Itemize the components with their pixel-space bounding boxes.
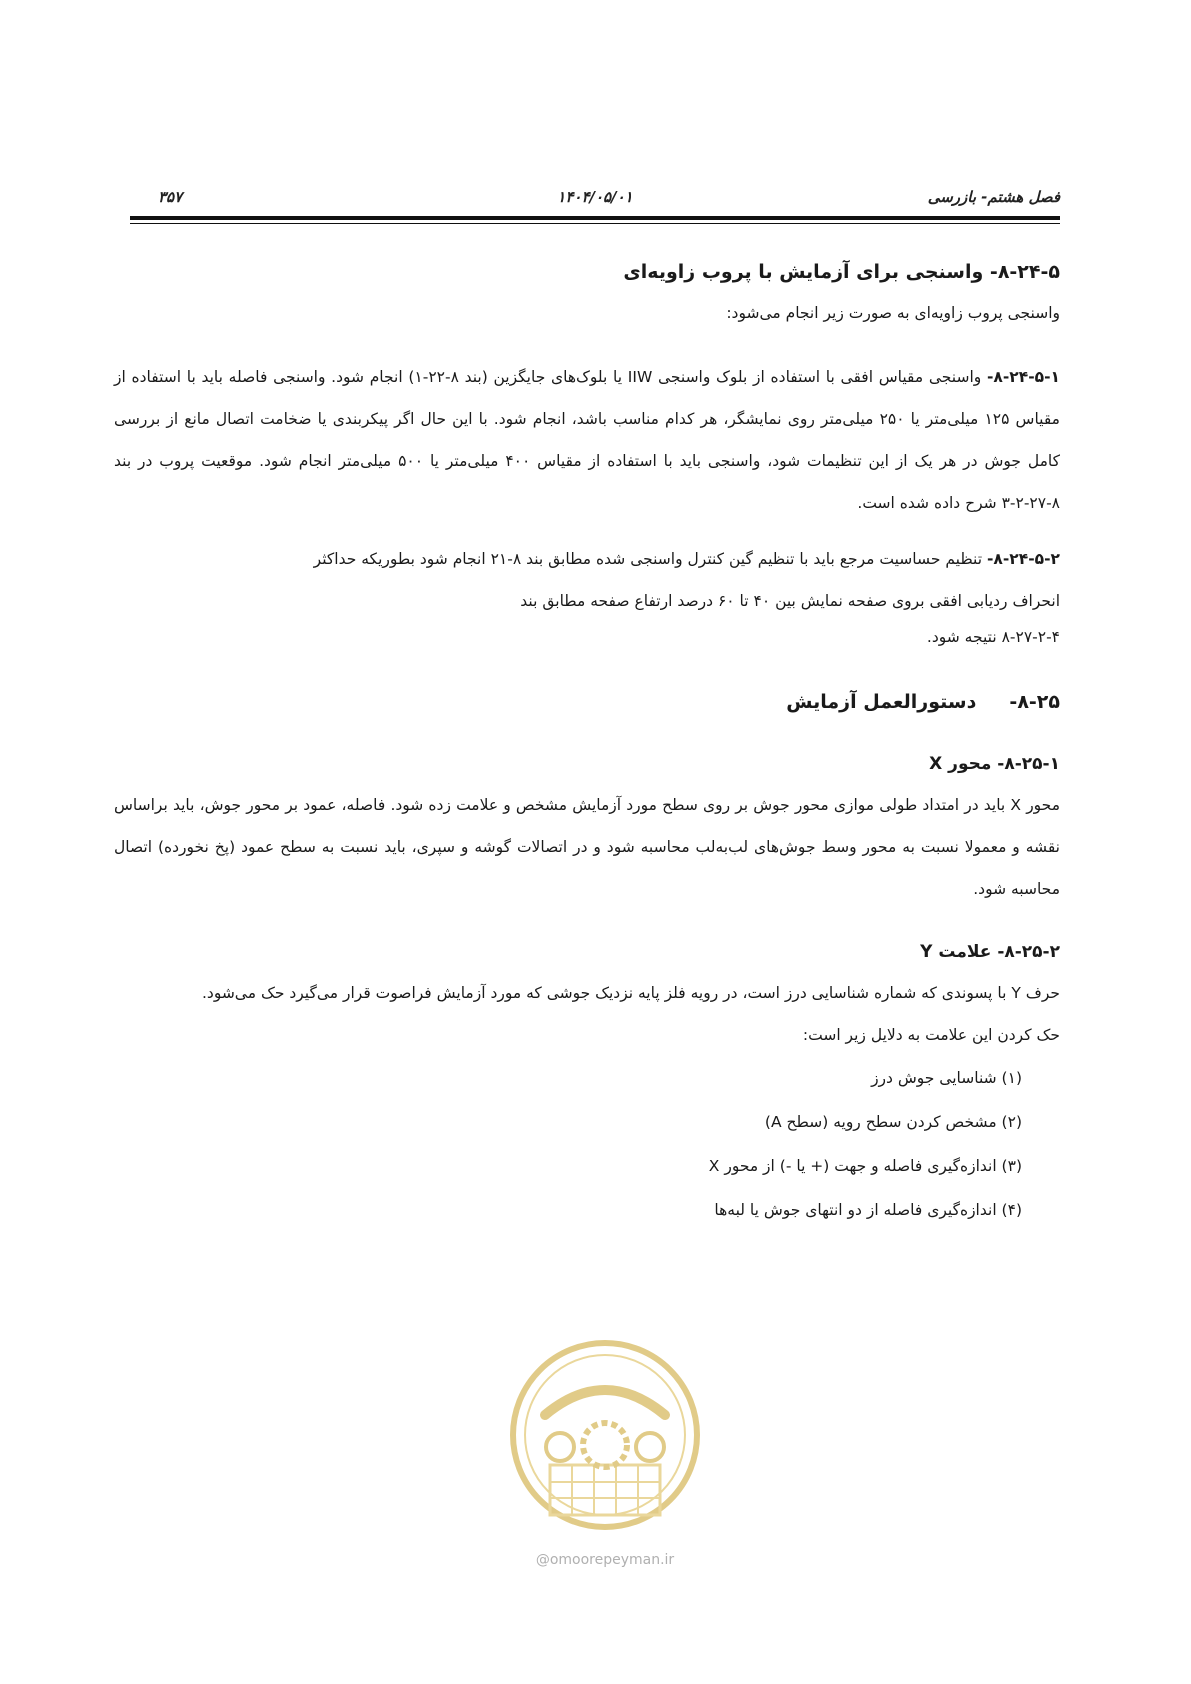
paragraph-8-24-5-2-line2: انحراف ردیابی افقی بروی صفحه نمایش بین ۴۰ تا ۶۰ درصد ارتفاع صفحه مطابق بند <box>520 592 1060 610</box>
list-item: (۲) مشخص کردن سطح رویه (سطح A) <box>764 1113 1022 1131</box>
reasons-intro: حک کردن این علامت به دلایل زیر است: <box>802 1026 1060 1044</box>
list-item: (۳) اندازه‌گیری فاصله و جهت (+ یا -) از محور X <box>708 1157 1022 1175</box>
header-date: ۱۴۰۴/۰۵/۰۱ <box>557 188 633 206</box>
chapter-title: فصل هشتم- بازرسی <box>927 188 1060 206</box>
list-item: (۴) اندازه‌گیری فاصله از دو انتهای جوش یا لبه‌ها <box>714 1201 1022 1219</box>
paragraph-8-25-2: حرف Y با پسوندی که شماره شناسایی درز است، در رویه فلز پایه نزدیک جوشی که مورد آزمایش فراصوت قرار می‌گیرد حک می‌شود. <box>201 984 1060 1002</box>
header-rule-thick <box>130 216 1060 220</box>
watermark-seal-icon <box>505 1335 705 1535</box>
watermark-site: @omoorepeyman.ir <box>535 1552 675 1568</box>
reasons-list <box>114 1056 1060 1232</box>
document-body <box>114 252 1060 1232</box>
section-8-24-5-heading: ۸-۲۴-۵- واسنجی برای آزمایش با پروب زاویه‌ای <box>623 261 1060 283</box>
paragraph-8-24-5-1 <box>114 356 1060 524</box>
section-8-24-5-intro: واسنجی پروب زاویه‌ای به صورت زیر انجام می‌شود: <box>726 304 1060 322</box>
paragraph-8-24-5-2 <box>114 538 1060 580</box>
item-text: واسنجی مقیاس افقی با استفاده از بلوک واسنجی IIW یا بلوک‌های جایگزین (بند ۸-۲۲-۱) انجام شود. واسنجی فاصله باید با استفاده از مقیاس ۱۲۵ میلی‌متر یا ۲۵۰ میلی‌متر روی نمایشگر، هر کدام مناسب باشد، انجام شود. با این حال اگر پیکربندی یا ضخامت اتصال مانع از بررسی کامل جوش در هر یک از این تنظیمات شود، واسنجی باید با استفاده از مقیاس ۴۰۰ میلی‌متر یا ۵۰۰ میلی‌متر انجام شود. موقعیت پروب در بند ۸-۲۷-۲-۳ شرح داده شده است. <box>114 368 1060 512</box>
header-rule-thin <box>130 223 1060 224</box>
list-item: (۱) شناسایی جوش درز <box>871 1069 1022 1087</box>
section-8-25-heading: ۸-۲۵- دستورالعمل آزمایش <box>786 691 1060 713</box>
paragraph-8-25-1: محور X باید در امتداد طولی موازی محور جوش بر روی سطح مورد آزمایش مشخص و علامت زده شود. فاصله، عمود بر محور جوش، باید براساس نقشه و معمولا نسبت به محور وسط جوش‌های لب‌به‌لب محاسبه شود و در اتصالات گوشه و سپری، باید نسبت به سطح عمود (پخ نخورده) اتصال محاسبه شود. <box>114 796 1060 898</box>
page-number: ۳۵۷ <box>158 188 183 206</box>
section-8-25-2-heading: ۸-۲۵-۲- علامت Y <box>920 942 1060 962</box>
item-number: ۸-۲۴-۵-۱- <box>986 368 1060 386</box>
item-text: تنظیم حساسیت مرجع باید با تنظیم گین کنترل واسنجی شده مطابق بند ۸-۲۱ انجام شود بطوریکه حداکثر <box>313 550 987 568</box>
section-8-25-1-heading: ۸-۲۵-۱- محور X <box>929 754 1060 774</box>
paragraph-8-24-5-2-line3: ۸-۲۷-۲-۴ نتیجه شود. <box>926 628 1060 646</box>
page-header <box>130 188 1060 212</box>
item-number: ۸-۲۴-۵-۲- <box>986 550 1060 568</box>
